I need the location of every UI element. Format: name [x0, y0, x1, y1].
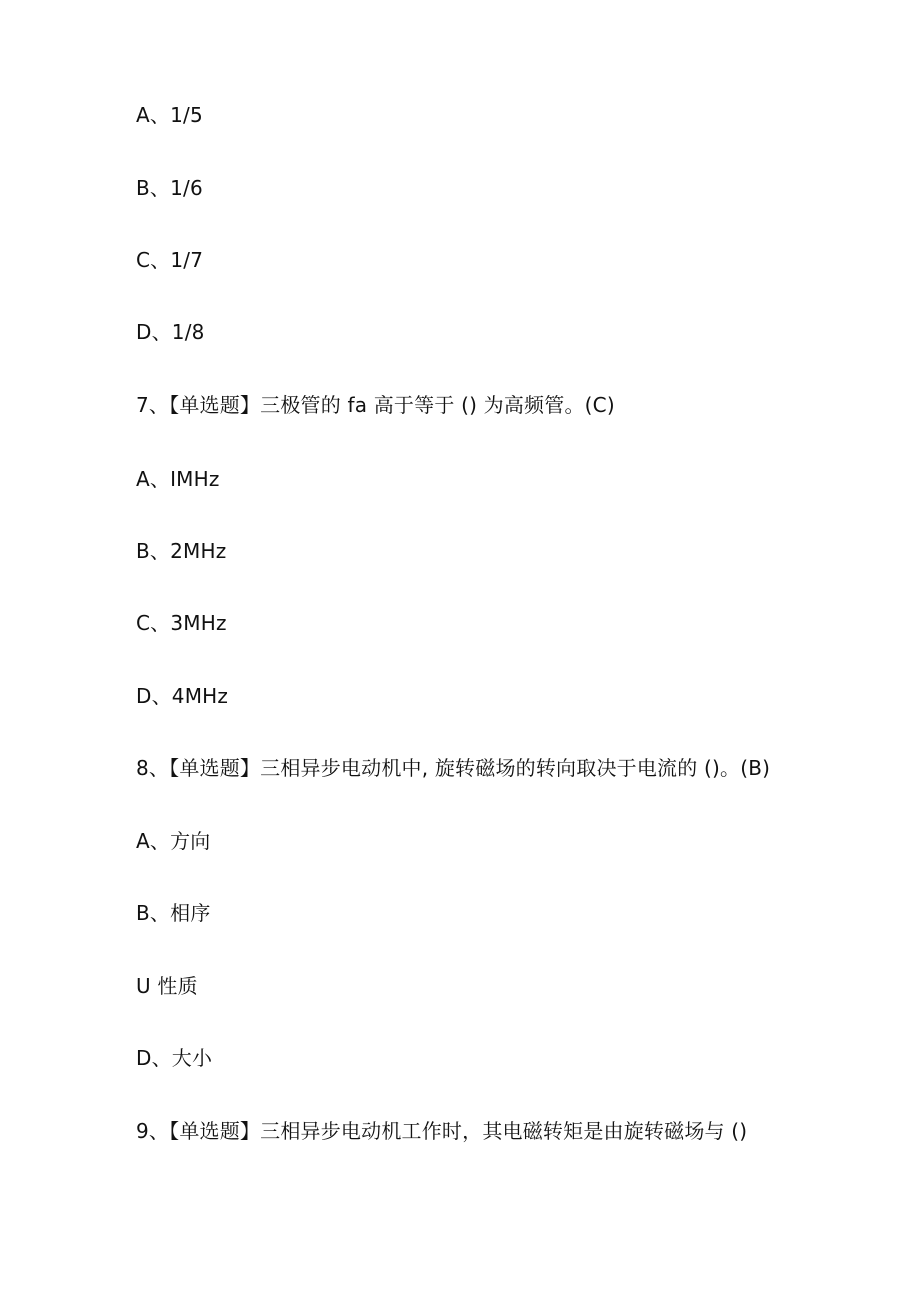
option-a-q6: A、1/5 — [136, 103, 203, 127]
question-9: 9、【单选题】三相异步电动机工作时，其电磁转矩是由旋转磁场与 () — [136, 1119, 748, 1143]
option-d-q7: D、4MHz — [136, 684, 229, 708]
option-a-q7: A、IMHz — [136, 467, 220, 491]
question-8: 8、【单选题】三相异步电动机中, 旋转磁场的转向取决于电流的 ()。(B) — [136, 756, 771, 780]
option-c-q7: C、3MHz — [136, 611, 227, 635]
option-a-q8: A、方向 — [136, 829, 211, 853]
option-b-q7: B、2MHz — [136, 539, 227, 563]
option-d-q8: D、大小 — [136, 1046, 213, 1070]
option-b-q6: B、1/6 — [136, 176, 203, 200]
option-b-q8: B、相序 — [136, 901, 211, 925]
option-d-q6: D、1/8 — [136, 320, 205, 344]
option-c-q6: C、1/7 — [136, 248, 204, 272]
option-c-q8: U 性质 — [136, 974, 198, 998]
question-7: 7、【单选题】三极管的 fa 高于等于 () 为高频管。(C) — [136, 393, 615, 417]
